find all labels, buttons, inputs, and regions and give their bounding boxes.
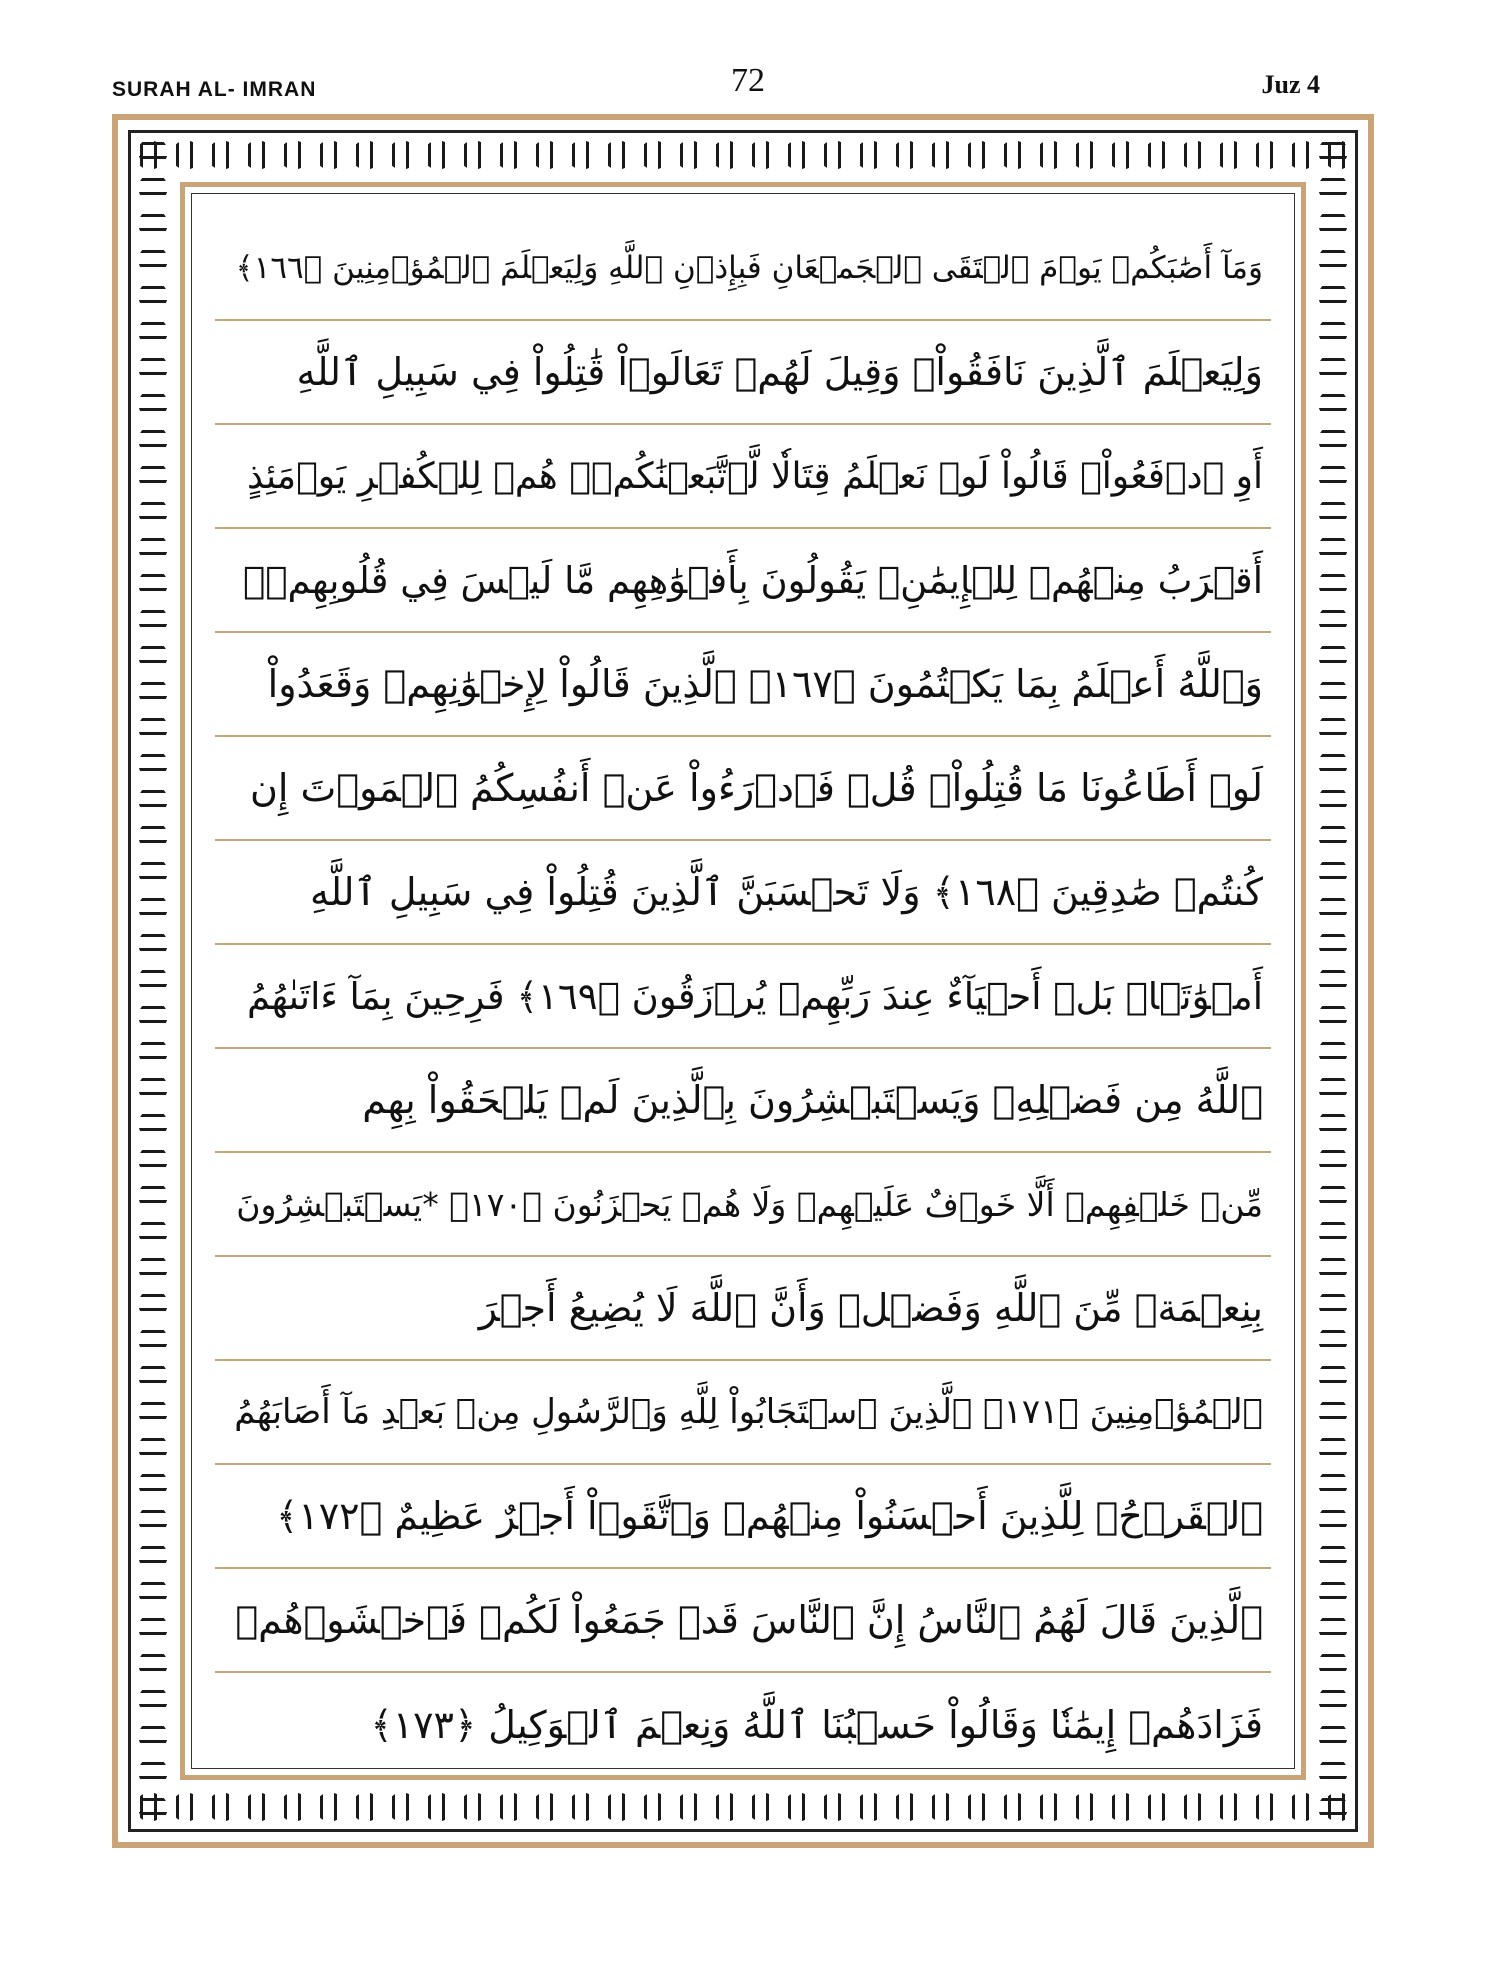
verse-text: فَزَادَهُمۡ إِيمَٰنٗا وَقَالُواْ حَسۡبُنَا ٱللَّهُ وَنِعۡمَ ٱلۡوَكِيلُ ﴿١٧٣﴾ xyxy=(370,1703,1263,1747)
verse-line-7 xyxy=(215,841,1271,945)
verse-line-14 xyxy=(215,1569,1271,1673)
verse-line-15 xyxy=(215,1673,1271,1777)
verse-text: ٱلۡمُؤۡمِنِينَ ﴿١٧١﴾ ٱلَّذِينَ ٱسۡتَجَابُواْ لِلَّهِ وَٱلرَّسُولِ مِنۢ بَعۡدِ مَآ أَصَابَهُمُ xyxy=(234,1392,1263,1432)
ornament-left-strip xyxy=(136,134,170,1828)
verse-text: مِّنۡ خَلۡفِهِمۡ أَلَّا خَوۡفٌ عَلَيۡهِمۡ وَلَا هُمۡ يَحۡزَنُونَ ﴿١٧٠﴾ *يَسۡتَبۡشِرُونَ xyxy=(236,1184,1263,1224)
verse-line-12 xyxy=(215,1361,1271,1465)
verse-line-4 xyxy=(215,529,1271,633)
verse-line-3 xyxy=(215,425,1271,529)
verse-line-2 xyxy=(215,321,1271,425)
verse-line-6 xyxy=(215,737,1271,841)
verse-line-8 xyxy=(215,945,1271,1049)
verse-text: لَوۡ أَطَاعُونَا مَا قُتِلُواْۗ قُلۡ فَٱدۡرَءُواْ عَنۡ أَنفُسِكُمُ ٱلۡمَوۡتَ إِن xyxy=(249,766,1263,810)
verse-line-9 xyxy=(215,1049,1271,1153)
verse-text: أَوِ ٱدۡفَعُواْۖ قَالُواْ لَوۡ نَعۡلَمُ قِتَالٗا لَّٱتَّبَعۡنَٰكُمۡۗ هُمۡ لِلۡكُفۡرِ يَوۡمَئِذٍ xyxy=(247,455,1263,497)
surah-title: SURAH AL- IMRAN xyxy=(112,78,317,101)
juz-label: Juz 4 xyxy=(1261,70,1320,99)
text-frame xyxy=(180,182,1306,1780)
verse-line-10 xyxy=(215,1153,1271,1257)
verse-line-1 xyxy=(215,217,1271,321)
verse-lines xyxy=(215,217,1271,1751)
verse-text: وَلِيَعۡلَمَ ٱلَّذِينَ نَافَقُواْۚ وَقِيلَ لَهُمۡ تَعَالَوۡاْ قَٰتِلُواْ فِي سَبِيلِ ٱللَّهِ xyxy=(296,350,1263,394)
verse-text: وَٱللَّهُ أَعۡلَمُ بِمَا يَكۡتُمُونَ ﴿١٦٧﴾ ٱلَّذِينَ قَالُواْ لِإِخۡوَٰنِهِمۡ وَقَعَدُواْ xyxy=(267,662,1263,706)
verse-text: ٱلۡقَرۡحُۚ لِلَّذِينَ أَحۡسَنُواْ مِنۡهُمۡ وَٱتَّقَوۡاْ أَجۡرٌ عَظِيمٌ ﴿١٧٢﴾ xyxy=(276,1494,1263,1538)
verse-line-13 xyxy=(215,1465,1271,1569)
page-number: 72 xyxy=(731,62,765,99)
verse-text: كُنتُمۡ صَٰدِقِينَ ﴿١٦٨﴾ وَلَا تَحۡسَبَنَّ ٱلَّذِينَ قُتِلُواْ فِي سَبِيلِ ٱللَّهِ xyxy=(309,870,1263,914)
verse-text: وَمَآ أَصَٰبَكُمۡ يَوۡمَ ٱلۡتَقَى ٱلۡجَمۡعَانِ فَبِإِذۡنِ ٱللَّهِ وَلِيَعۡلَمَ ٱلۡمُؤۡمِنِينَ ﴿١٦٦﴾ xyxy=(235,250,1263,286)
verse-text: بِنِعۡمَةٖ مِّنَ ٱللَّهِ وَفَضۡلٖ وَأَنَّ ٱللَّهَ لَا يُضِيعُ أَجۡرَ xyxy=(478,1286,1263,1330)
verse-text: أَقۡرَبُ مِنۡهُمۡ لِلۡإِيمَٰنِۚ يَقُولُونَ بِأَفۡوَٰهِهِم مَّا لَيۡسَ فِي قُلُوبِهِمۡۚ xyxy=(243,558,1263,602)
page-frame xyxy=(112,114,1374,1848)
verse-line-11 xyxy=(215,1257,1271,1361)
verse-text: ٱللَّهُ مِن فَضۡلِهِۦ وَيَسۡتَبۡشِرُونَ بِٱلَّذِينَ لَمۡ يَلۡحَقُواْ بِهِم xyxy=(362,1078,1263,1122)
ornament-bottom-strip xyxy=(132,1790,1354,1824)
verse-text: ٱلَّذِينَ قَالَ لَهُمُ ٱلنَّاسُ إِنَّ ٱلنَّاسَ قَدۡ جَمَعُواْ لَكُمۡ فَٱخۡشَوۡهُمۡ xyxy=(235,1598,1263,1642)
verse-line-5 xyxy=(215,633,1271,737)
verse-text: أَمۡوَٰتَۢاۚ بَلۡ أَحۡيَآءٌ عِندَ رَبِّهِمۡ يُرۡزَقُونَ ﴿١٦٩﴾ فَرِحِينَ بِمَآ ءَاتَىٰهُمُ xyxy=(246,974,1263,1018)
ornament-top-strip xyxy=(132,138,1354,172)
ornament-right-strip xyxy=(1316,134,1350,1828)
